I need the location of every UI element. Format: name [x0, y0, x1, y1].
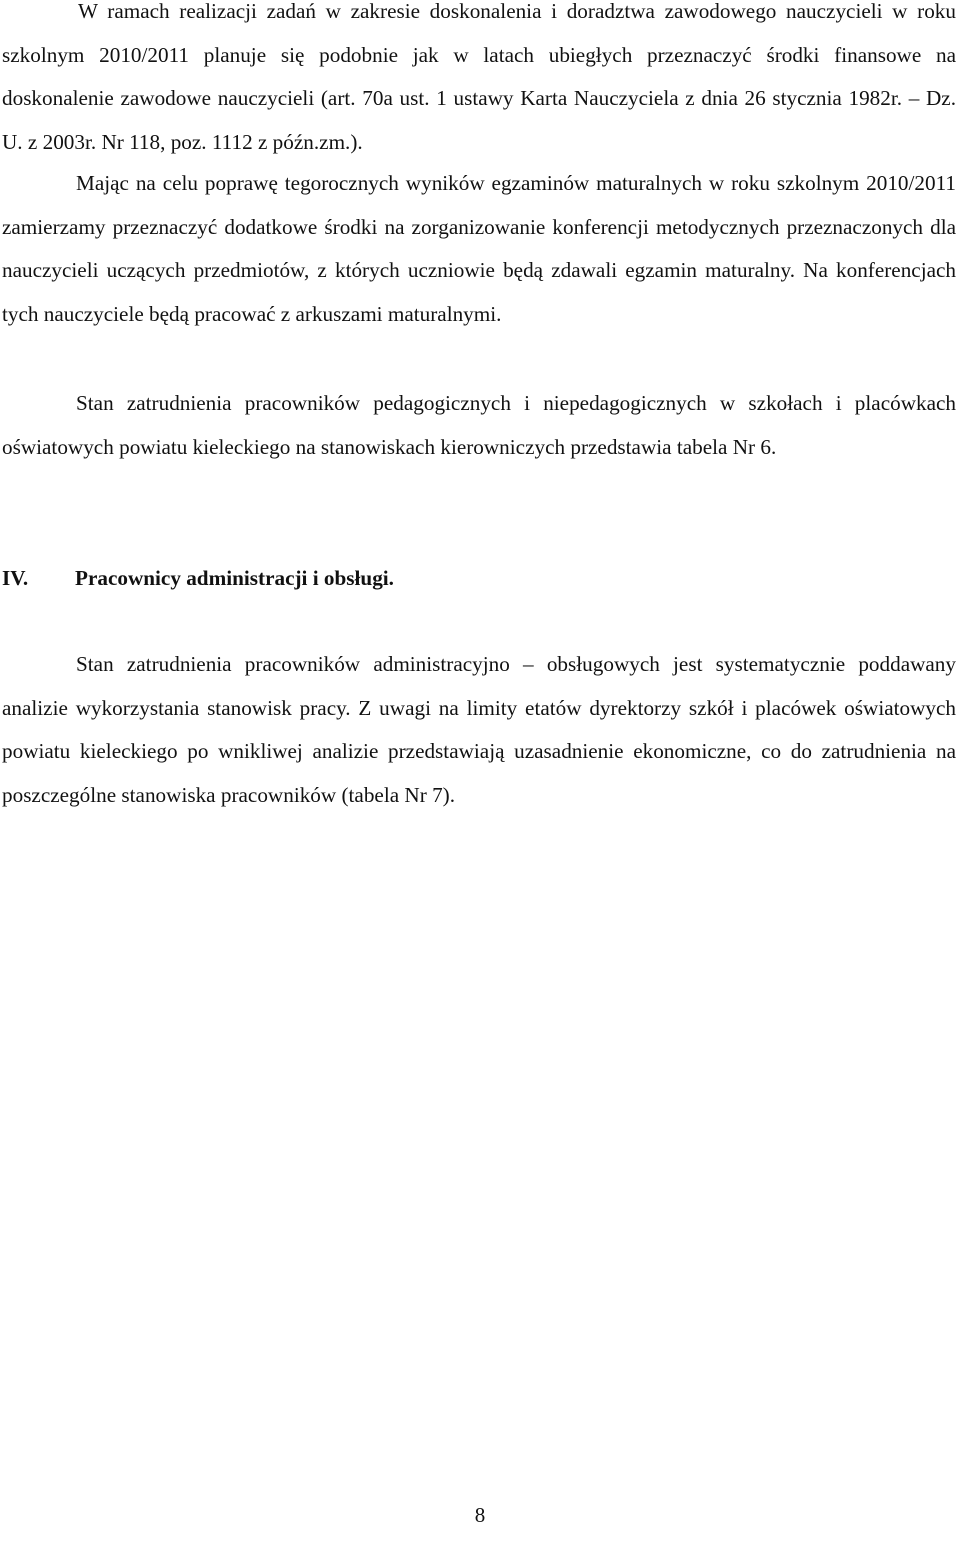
page-number: 8: [474, 1503, 486, 1527]
section-title: Pracownicy administracji i obsługi.: [75, 566, 394, 590]
paragraph-matura-conferences: Mając na celu poprawę tegorocznych wyników egzaminów maturalnych w roku szkolnym 2010/2011 zamierzamy przeznaczyć dodatkowe środki na zorganizowanie konferencji metodycznych przeznaczonych dla nauczycieli uczących przedmiotów, z których uczniowie będą zdawali egzamin maturalny. Na konferencjach tych nauczyciele będą pracować z arkuszami maturalnymi.: [2, 171, 956, 326]
section-heading: [2, 561, 394, 595]
paragraph-management-staffing: Stan zatrudnienia pracowników pedagogicznych i niepedagogicznych w szkołach i placówkach oświatowych powiatu kieleckiego na stanowiskach kierowniczych przedstawia tabela Nr 6.: [2, 391, 956, 459]
section-number: IV.: [2, 566, 29, 590]
paragraph-admin-staffing: Stan zatrudnienia pracowników administracyjno – obsługowych jest systematycznie poddawany analizie wykorzystania stanowisk pracy. Z uwagi na limity etatów dyrektorzy szkół i placówek oświatowych powiatu kieleckiego po wnikliwej analizie przedstawiają uzasadnienie ekonomiczne, co do zatrudnienia na poszczególne stanowiska pracowników (tabela Nr 7).: [2, 652, 956, 807]
paragraph-training-funds: W ramach realizacji zadań w zakresie doskonalenia i doradztwa zawodowego nauczycieli w roku szkolnym 2010/2011 planuje się podobnie jak w latach ubiegłych przeznaczyć środki finansowe na doskonalenie zawodowe nauczycieli (art. 70a ust. 1 ustawy Karta Nauczyciela z dnia 26 stycznia 1982r. – Dz. U. z 2003r. Nr 118, poz. 1112 z późn.zm.).: [2, 0, 956, 154]
